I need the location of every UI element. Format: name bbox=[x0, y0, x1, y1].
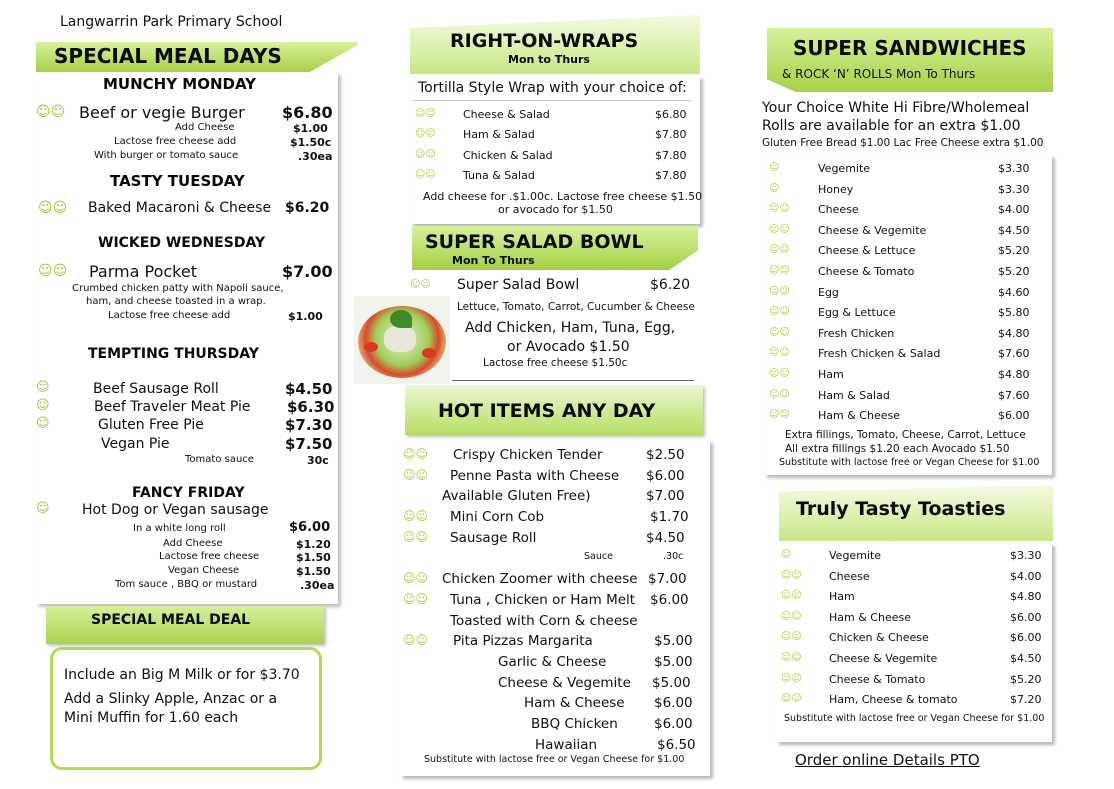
sandwich-price: $7.60 bbox=[998, 347, 1030, 361]
school-name: Langwarrin Park Primary School bbox=[60, 14, 283, 30]
smiley-icon: ☺☺ bbox=[781, 652, 802, 663]
salad-lactose: Lactose free cheese $1.50c bbox=[483, 357, 628, 369]
sandwich-price: $6.00 bbox=[998, 409, 1030, 423]
sandwich-name: Cheese & Lettuce bbox=[818, 244, 916, 258]
smiley-icon: ☺☺ bbox=[403, 529, 429, 544]
hot-item-name: Garlic & Cheese bbox=[498, 654, 607, 670]
toastie-price: $4.50 bbox=[1010, 652, 1042, 665]
hot-item-name: Available Gluten Free) bbox=[442, 488, 591, 505]
smiley-icon: ☺ bbox=[36, 501, 50, 516]
toastie-name: Ham bbox=[829, 590, 855, 604]
sandwich-name: Cheese & Tomato bbox=[818, 265, 915, 278]
sandwiches-subheading: & ROCK ‘N’ ROLLS Mon To Thurs bbox=[782, 67, 976, 81]
smiley-icon: ☺☺ bbox=[415, 149, 436, 160]
hot-item-price: .30c bbox=[663, 550, 684, 562]
wrap-price: $7.80 bbox=[655, 149, 687, 162]
thursday-price: $4.50 bbox=[285, 380, 333, 398]
sandwich-price: $3.30 bbox=[998, 162, 1030, 175]
sandwiches-note: Extra fillings, Tomato, Cheese, Carrot, Lettuce bbox=[785, 429, 1026, 441]
smiley-icon: ☺☺ bbox=[781, 590, 802, 602]
smiley-icon: ☺☺ bbox=[410, 279, 431, 290]
sandwiches-heading: SUPER SANDWICHES bbox=[793, 36, 1027, 60]
toastie-price: $5.20 bbox=[1010, 672, 1042, 686]
salad-price: $6.20 bbox=[650, 277, 691, 293]
thursday-extra-price: 30c bbox=[307, 454, 329, 467]
smiley-icon: ☺☺ bbox=[781, 569, 802, 581]
wrap-item: Chicken & Salad bbox=[463, 149, 553, 162]
smiley-icon: ☺☺ bbox=[769, 223, 790, 235]
friday-extra-label: Add Cheese bbox=[163, 538, 223, 549]
monday-extra-price: $1.00 bbox=[293, 122, 328, 135]
smiley-icon: ☺☺ bbox=[403, 571, 429, 586]
thursday-item: Vegan Pie bbox=[101, 436, 170, 452]
sandwich-name: Fresh Chicken bbox=[818, 326, 895, 340]
friday-extra-price: .30ea bbox=[300, 579, 335, 592]
special-meal-deal-box bbox=[50, 647, 322, 770]
smiley-icon: ☺☺ bbox=[781, 693, 802, 705]
sandwich-name: Honey bbox=[818, 182, 854, 196]
wednesday-price: $7.00 bbox=[282, 262, 333, 281]
smiley-icon: ☺☺ bbox=[403, 591, 429, 606]
salad-subheading: Mon To Thurs bbox=[452, 254, 535, 267]
hot-item-price: $6.00 bbox=[654, 716, 693, 733]
toastie-name: Cheese & Vegemite bbox=[829, 652, 938, 665]
meal-deal-line: Add a Slinky Apple, Anzac or a bbox=[64, 691, 278, 707]
salad-bowl-image bbox=[354, 296, 450, 384]
sandwich-name: Ham & Salad bbox=[818, 388, 890, 402]
friday-extra-label: In a white long roll bbox=[133, 523, 226, 534]
wrap-price: $7.80 bbox=[655, 128, 687, 141]
smiley-icon: ☺☺ bbox=[769, 326, 790, 338]
smiley-icon: ☺ bbox=[36, 380, 50, 395]
smiley-icon: ☺☺ bbox=[403, 509, 429, 524]
hot-item-price: $2.50 bbox=[646, 447, 685, 463]
smiley-icon: ☺☺ bbox=[769, 285, 790, 297]
hot-item-name: Sauce bbox=[584, 550, 613, 562]
smiley-icon: ☺☺ bbox=[403, 633, 429, 648]
thursday-extra-label: Tomato sauce bbox=[185, 454, 254, 465]
thursday-item: Beef Sausage Roll bbox=[93, 381, 219, 397]
toastie-price: $4.00 bbox=[1010, 569, 1042, 583]
friday-title: FANCY FRIDAY bbox=[132, 485, 245, 501]
hot-item-price: $4.50 bbox=[646, 529, 685, 546]
friday-item: Hot Dog or Vegan sausage bbox=[82, 502, 269, 518]
hot-item-name: Chicken Zoomer with cheese bbox=[442, 571, 638, 588]
thursday-item: Beef Traveler Meat Pie bbox=[94, 399, 251, 415]
smiley-icon: ☺☺ bbox=[769, 265, 790, 276]
toastie-name: Vegemite bbox=[829, 549, 882, 562]
monday-extra-label: Lactose free cheese add bbox=[114, 136, 237, 147]
hot-item-price: $5.00 bbox=[654, 654, 693, 670]
toastie-name: Ham & Cheese bbox=[829, 610, 911, 624]
monday-extra-label: With burger or tomato sauce bbox=[94, 150, 239, 161]
smiley-icon: ☺ bbox=[769, 162, 780, 173]
salad-add: Add Chicken, Ham, Tuna, Egg, bbox=[465, 320, 676, 336]
special-meal-days-heading: SPECIAL MEAL DAYS bbox=[54, 44, 282, 68]
order-online-link[interactable]: Order online Details PTO bbox=[795, 751, 980, 769]
sandwich-name: Vegemite bbox=[818, 162, 871, 175]
sandwich-price: $5.20 bbox=[998, 244, 1030, 258]
toasties-heading: Truly Tasty Toasties bbox=[796, 498, 1006, 520]
special-meal-deal-heading: SPECIAL MEAL DEAL bbox=[91, 612, 251, 628]
sandwich-price: $4.80 bbox=[998, 326, 1030, 340]
sandwich-name: Ham & Cheese bbox=[818, 409, 900, 423]
salad-contents: Lettuce, Tomato, Carrot, Cucumber & Cheese bbox=[457, 301, 695, 313]
sandwich-price: $4.60 bbox=[998, 285, 1030, 299]
wednesday-extra-label: Lactose free cheese add bbox=[108, 310, 231, 321]
hot-item-name: Tuna , Chicken or Ham Melt bbox=[450, 591, 636, 608]
smiley-icon: ☺☺ bbox=[415, 128, 436, 139]
hot-item-name: Cheese & Vegemite bbox=[498, 674, 631, 691]
wraps-intro: Tortilla Style Wrap with your choice of: bbox=[418, 80, 687, 96]
smiley-icon: ☺☺ bbox=[769, 347, 790, 359]
smiley-icon: ☺☺ bbox=[403, 467, 429, 482]
wednesday-title: WICKED WEDNESDAY bbox=[98, 235, 266, 251]
sandwich-name: Ham bbox=[818, 368, 844, 381]
smiley-icon: ☺☺ bbox=[769, 409, 790, 421]
hot-item-price: $5.00 bbox=[652, 674, 691, 691]
hot-item-name: Sausage Roll bbox=[450, 529, 537, 546]
sandwich-name: Egg & Lettuce bbox=[818, 306, 896, 320]
divider bbox=[452, 380, 694, 381]
toasties-footer: Substitute with lactose free or Vegan Cheese for $1.00 bbox=[784, 713, 1045, 724]
tuesday-title: TASTY TUESDAY bbox=[110, 172, 245, 190]
hot-items-heading: HOT ITEMS ANY DAY bbox=[438, 400, 656, 422]
toastie-price: $3.30 bbox=[1010, 549, 1042, 562]
hot-item-price: $6.00 bbox=[654, 695, 693, 712]
wrap-item: Tuna & Salad bbox=[463, 169, 535, 182]
hot-item-price: $5.00 bbox=[654, 633, 693, 650]
monday-extra-label: Add Cheese bbox=[175, 122, 235, 133]
sandwich-price: $5.20 bbox=[998, 265, 1030, 278]
salad-add: or Avocado $1.50 bbox=[507, 339, 630, 355]
toastie-name: Cheese bbox=[829, 569, 870, 583]
sandwich-name: Cheese bbox=[818, 203, 859, 217]
hot-item-name: Mini Corn Cob bbox=[450, 509, 545, 526]
hot-item-price: $6.00 bbox=[650, 591, 689, 608]
sandwich-price: $5.80 bbox=[998, 306, 1030, 320]
toastie-name: Chicken & Cheese bbox=[829, 631, 929, 645]
hot-item-price: $6.50 bbox=[657, 736, 696, 753]
friday-extra-price: $6.00 bbox=[289, 520, 331, 535]
thursday-title: TEMPTING THURSDAY bbox=[88, 346, 259, 362]
smiley-icon: ☺☺ bbox=[769, 368, 790, 379]
thursday-price: $7.30 bbox=[285, 416, 333, 434]
wednesday-extra-price: $1.00 bbox=[288, 310, 323, 323]
hot-item-name: Toasted with Corn & cheese bbox=[450, 612, 638, 629]
wraps-note: Add cheese for .$1.00c. Lactose free cheese $1.50 bbox=[423, 190, 703, 203]
hot-items-footer: Substitute with lactose free or Vegan Cheese for $1.00 bbox=[424, 754, 685, 765]
monday-extra-price: .30ea bbox=[298, 150, 333, 163]
thursday-price: $7.50 bbox=[285, 435, 333, 453]
hot-item-name: Ham & Cheese bbox=[524, 695, 625, 712]
smiley-icon: ☺☺ bbox=[781, 672, 802, 684]
sandwiches-note: Substitute with lactose free or Vegan Cheese for $1.00 bbox=[779, 457, 1040, 468]
hot-item-name: Crispy Chicken Tender bbox=[453, 447, 603, 463]
smiley-icon: ☺☺ bbox=[769, 306, 790, 318]
sandwich-price: $4.80 bbox=[998, 368, 1030, 381]
wraps-subheading: Mon to Thurs bbox=[508, 53, 590, 66]
sandwich-price: $4.00 bbox=[998, 203, 1030, 217]
sandwich-name: Egg bbox=[818, 285, 839, 299]
sandwiches-intro: Your Choice White Hi Fibre/Wholemeal bbox=[762, 100, 1030, 116]
wraps-heading: RIGHT-ON-WRAPS bbox=[450, 30, 639, 52]
hot-item-price: $7.00 bbox=[648, 571, 687, 588]
smiley-icon: ☺☺ bbox=[781, 610, 802, 622]
toastie-price: $6.00 bbox=[1010, 631, 1042, 645]
sandwich-price: $3.30 bbox=[998, 182, 1030, 196]
thursday-price: $6.30 bbox=[287, 398, 335, 416]
hot-item-name: Hawaiian bbox=[535, 736, 598, 753]
hot-item-price: $1.70 bbox=[650, 509, 689, 526]
wrap-price: $7.80 bbox=[655, 169, 687, 182]
hot-item-price: $6.00 bbox=[646, 467, 685, 484]
smiley-icon: ☺☺ bbox=[769, 203, 790, 215]
salad-item: Super Salad Bowl bbox=[457, 277, 580, 293]
wrap-item: Cheese & Salad bbox=[463, 108, 550, 121]
friday-extra-label: Lactose free cheese bbox=[159, 551, 260, 562]
hot-item-name: BBQ Chicken bbox=[531, 716, 618, 733]
divider bbox=[412, 100, 692, 101]
smiley-icon: ☺☺ bbox=[415, 169, 436, 180]
smiley-icon: ☺☺ bbox=[38, 200, 68, 216]
monday-extra-price: $1.50c bbox=[290, 136, 332, 149]
friday-extra-price: $1.50 bbox=[296, 551, 331, 564]
toastie-price: $4.80 bbox=[1010, 590, 1042, 604]
wrap-item: Ham & Salad bbox=[463, 128, 535, 141]
friday-extra-label: Vegan Cheese bbox=[168, 565, 240, 576]
sandwiches-note: All extra fillings $1.20 each Avocado $1.50 bbox=[785, 443, 1010, 455]
tuesday-price: $6.20 bbox=[285, 200, 330, 216]
monday-item: Beef or vegie Burger bbox=[79, 103, 245, 122]
hot-item-name: Penne Pasta with Cheese bbox=[450, 467, 620, 484]
salad-heading: SUPER SALAD BOWL bbox=[425, 231, 644, 253]
toastie-price: $6.00 bbox=[1010, 610, 1042, 624]
smiley-icon: ☺ bbox=[781, 549, 792, 560]
wrap-price: $6.80 bbox=[655, 108, 687, 121]
monday-title: MUNCHY MONDAY bbox=[103, 75, 257, 93]
monday-price: $6.80 bbox=[282, 103, 333, 122]
friday-extra-label: Tom sauce , BBQ or mustard bbox=[115, 579, 258, 590]
smiley-icon: ☺☺ bbox=[38, 263, 68, 279]
thursday-item: Gluten Free Pie bbox=[98, 417, 204, 433]
meal-deal-line: Mini Muffin for 1.60 each bbox=[64, 710, 239, 726]
smiley-icon: ☺ bbox=[36, 416, 50, 431]
smiley-icon: ☺ bbox=[769, 182, 780, 194]
smiley-icon: ☺☺ bbox=[415, 108, 436, 119]
hot-item-name: Pita Pizzas Margarita bbox=[453, 633, 593, 650]
wraps-note: or avocado for $1.50 bbox=[498, 203, 613, 216]
sandwiches-intro: Gluten Free Bread $1.00 Lac Free Cheese extra $1.00 bbox=[762, 137, 1044, 149]
friday-extra-price: $1.20 bbox=[296, 538, 331, 551]
smiley-icon: ☺☺ bbox=[769, 388, 790, 400]
toastie-price: $7.20 bbox=[1010, 693, 1042, 707]
smiley-icon: ☺☺ bbox=[36, 104, 66, 120]
sandwich-price: $4.50 bbox=[998, 223, 1030, 237]
smiley-icon: ☺☺ bbox=[403, 447, 429, 461]
toastie-name: Cheese & Tomato bbox=[829, 672, 926, 686]
tuesday-item: Baked Macaroni & Cheese bbox=[88, 200, 272, 216]
sandwich-price: $7.60 bbox=[998, 388, 1030, 402]
toastie-name: Ham, Cheese & tomato bbox=[829, 693, 958, 707]
sandwiches-intro: Rolls are available for an extra $1.00 bbox=[762, 118, 1021, 134]
smiley-icon: ☺ bbox=[36, 398, 50, 413]
wednesday-item: Parma Pocket bbox=[89, 262, 197, 281]
sandwich-name: Cheese & Vegemite bbox=[818, 223, 927, 237]
smiley-icon: ☺☺ bbox=[781, 631, 802, 643]
meal-deal-line: Include an Big M Milk or for $3.70 bbox=[64, 667, 300, 683]
wednesday-desc: ham, and cheese toasted in a wrap. bbox=[86, 296, 266, 307]
hot-item-price: $7.00 bbox=[646, 488, 685, 505]
smiley-icon: ☺☺ bbox=[769, 244, 790, 256]
sandwich-name: Fresh Chicken & Salad bbox=[818, 347, 941, 361]
wednesday-desc: Crumbed chicken patty with Napoli sauce, bbox=[72, 283, 284, 294]
friday-extra-price: $1.50 bbox=[296, 565, 331, 578]
